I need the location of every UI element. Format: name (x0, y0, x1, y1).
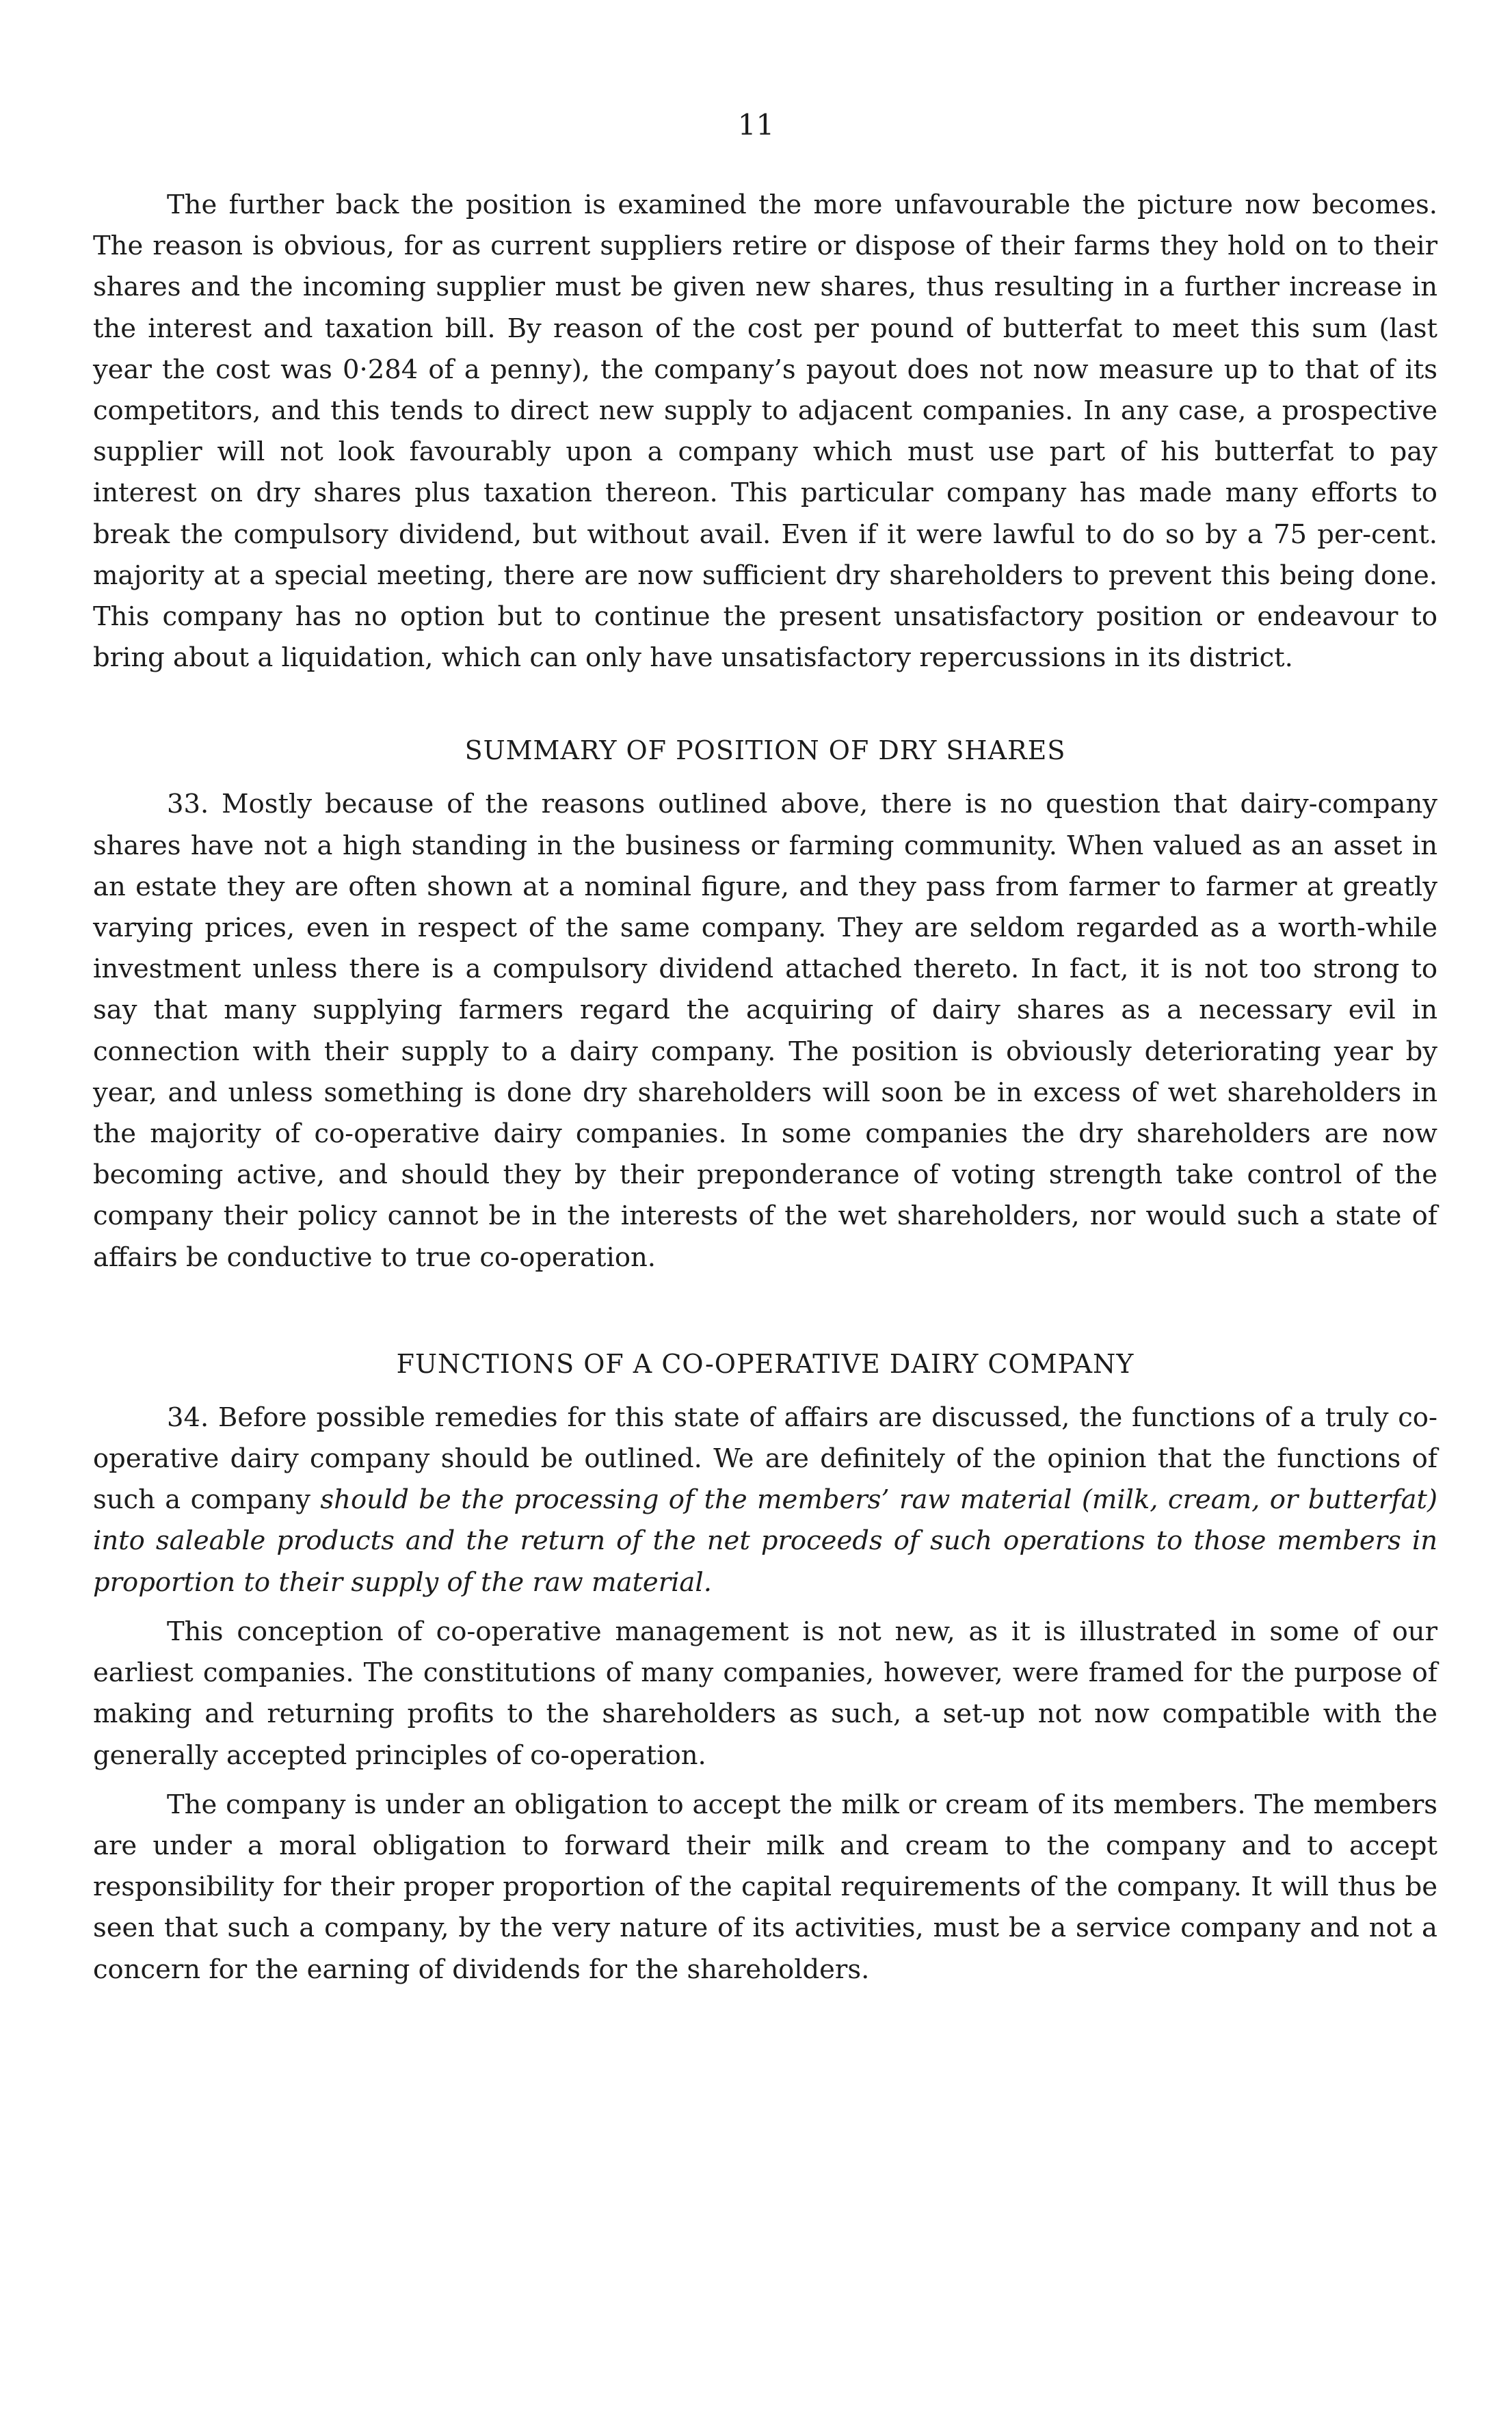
paragraph-conception: This conception of co-operative management is not new, as it is illustrated in some of our earliest companies. The constitutions of many companies, however, were framed for the purpose of making and returning profits to the shareholders as such, a set-up not now compatible with the generally accepted principles of co-operation. (93, 1616, 1437, 1771)
page-number: 11 (737, 108, 775, 142)
body-text (93, 185, 1437, 1990)
paragraph-34 (93, 1397, 1437, 1603)
paragraph-33: 33. Mostly because of the reasons outlined above, there is no question that dairy-company shares have not a high standing in the business or farming community. When valued as an asset in an estate they are often shown at a nominal figure, and they pass from farmer to farmer at greatly varying prices, even in respect of the same company. They are seldom regarded as a worth-while investment unless there is a compulsory dividend attached thereto. In fact, it is not too strong to say that many supplying farmers regard the acquiring of dairy shares as a necessary evil in connection with their supply to a dairy company. The position is obviously deteriorating year by year, and unless something is done dry shareholders will soon be in excess of wet shareholders in the majority of co-operative dairy companies. In some companies the dry shareholders are now becoming active, and should they by their preponderance of voting strength take control of the company their policy cannot be in the interests of the wet shareholders, nor would such a state of affairs be conductive to true co-operation. (93, 789, 1437, 1273)
section-heading-functions: FUNCTIONS OF A CO-OPERATIVE DAIRY COMPANY (396, 1348, 1135, 1379)
opening-paragraph: The further back the position is examined the more unfavourable the picture now becomes. The reason is obvious, for as current suppliers retire or dispose of their farms they hold on to their shares and the incoming supplier must be given new shares, thus resulting in a further increase in the interest and taxation bill. By reason of the cost per pound of butterfat to meet this sum (last year the cost was 0·284 of a penny), the company’s payout does not now measure up to that of its competitors, and this tends to direct new supply to adjacent companies. In any case, a prospective supplier will not look favourably upon a company which must use part of his butterfat to pay interest on dry shares plus taxation thereon. This particular company has made many efforts to break the compulsory dividend, but without avail. Even if it were lawful to do so by a 75 per-cent. majority at a special meeting, there are now sufficient dry shareholders to prevent this being done. This company has no option but to continue the present unsatisfactory position or endeavour to bring about a liquidation, which can only have unsatisfactory repercussions in its district. (93, 189, 1437, 674)
paragraph-34-italic-definition: should be the processing of the members’ raw material (milk, cream, or butterfat) into saleable products and the return of the net proceeds of such operations to those members in proportion to their supply of the raw material. (93, 1484, 1437, 1598)
section-heading-summary: SUMMARY OF POSITION OF DRY SHARES (464, 735, 1066, 766)
paragraph-obligation: The company is under an obligation to accept the milk or cream of its members. The members are under a moral obligation to forward their milk and cream to the company and to accept responsibility for their proper proportion of the capital requirements of the company. It will thus be seen that such a company, by the very nature of its activities, must be a service company and not a concern for the earning of dividends for the shareholders. (93, 1789, 1437, 1985)
paragraph-34-lead: 34. Before possible remedies for this state of affairs are discussed, the functions of a truly co-operative dairy company should be outlined. We are definitely of the opinion that the functions of such a company (93, 1402, 1437, 1516)
